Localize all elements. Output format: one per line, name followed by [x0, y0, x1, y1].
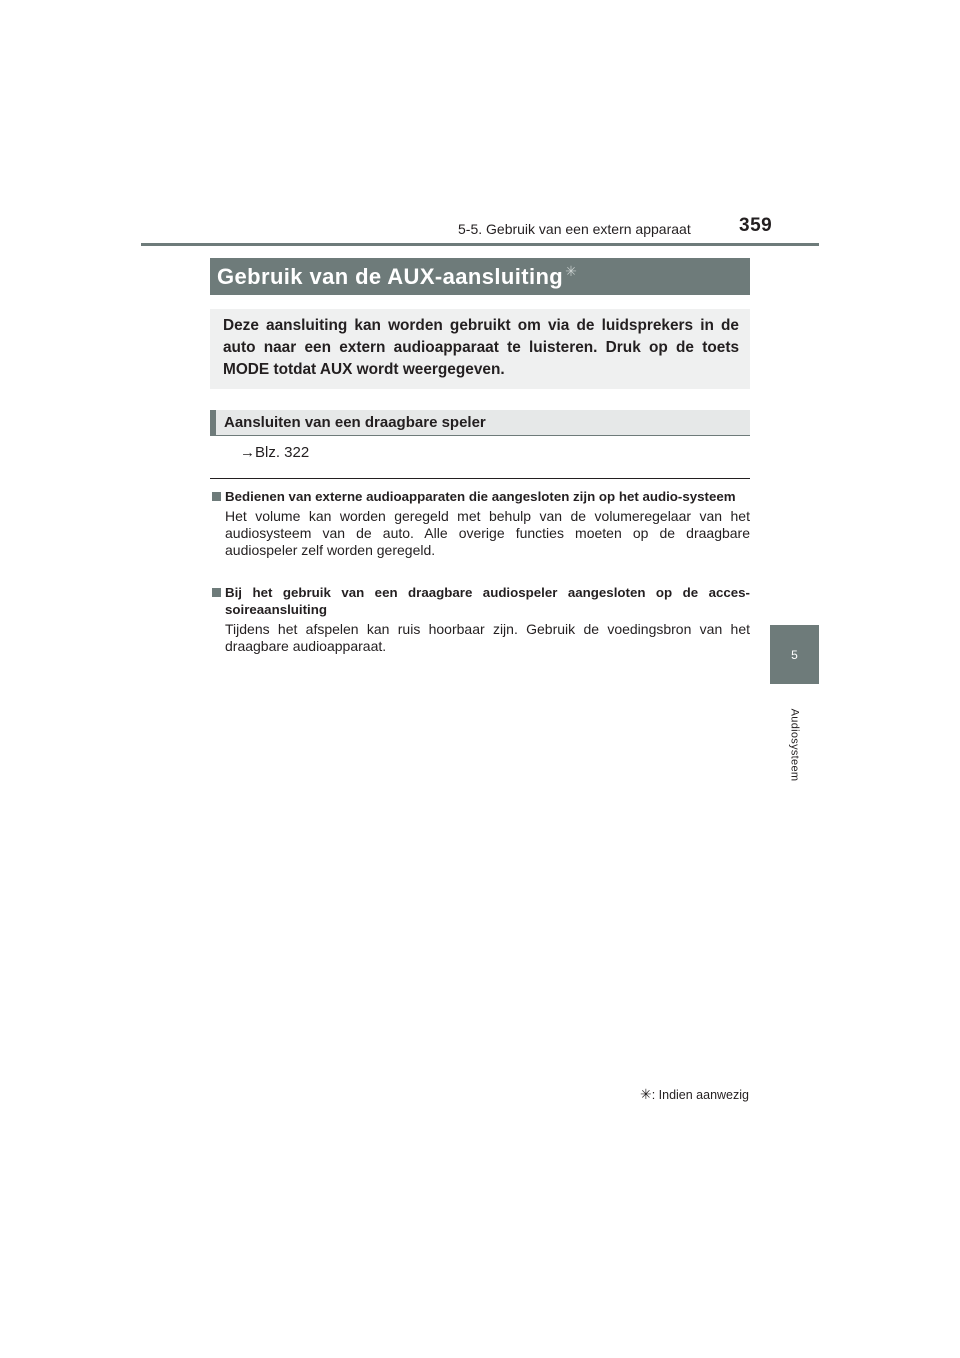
- page-number: 359: [739, 215, 773, 236]
- footnote: [640, 1086, 749, 1103]
- page-reference: →Blz. 322: [240, 444, 310, 461]
- chapter-label: [784, 690, 804, 800]
- note-title-text: Bij het gebruik van een draagbare audiospeler aangesloten op de acces-soireaansluiting: [225, 585, 750, 617]
- note-title-text: Bedienen van externe audioapparaten die aangesloten zijn op het audio-systeem: [225, 489, 736, 504]
- chapter-tab: 5: [770, 625, 819, 684]
- subsection-heading-bar: [210, 410, 216, 436]
- square-bullet-icon: [212, 588, 221, 597]
- intro-text: Deze aansluiting kan worden gebruikt om via de luidsprekers in de auto naar een extern audioapparaat te luisteren. Druk op de toets MODE totdat AUX wordt weergegeven.: [210, 309, 750, 389]
- section-title: 5-5. Gebruik van een extern apparaat: [458, 221, 691, 237]
- note-item: [210, 488, 750, 559]
- main-heading-title: Gebruik van de AUX-aansluiting: [217, 263, 564, 289]
- note-body: Het volume kan worden geregeld met behulp van de volumeregelaar van het audiosysteem van de auto. Alle overige functies moeten op de draagbare audiospeler zelf worden geregeld.: [225, 508, 750, 558]
- note-title: [210, 584, 750, 618]
- footnote-text: : Indien aanwezig: [651, 1088, 749, 1102]
- square-bullet-icon: [212, 492, 221, 501]
- note-body: Tijdens het afspelen kan ruis hoorbaar zijn. Gebruik de voedingsbron van het draagbare audioapparaat.: [225, 621, 750, 654]
- subsection-heading: [210, 410, 750, 436]
- subsection-heading-title: Aansluiten van een draagbare speler: [224, 414, 486, 431]
- optional-asterisk-icon: ✳: [565, 263, 577, 279]
- chapter-label-text: Audiosysteem: [788, 708, 801, 782]
- header-rule: [141, 243, 819, 246]
- note-title: [210, 488, 750, 505]
- note-item: [210, 584, 750, 655]
- section-divider: [210, 478, 750, 479]
- asterisk-icon: ✳: [639, 1086, 652, 1102]
- main-heading: [210, 258, 750, 295]
